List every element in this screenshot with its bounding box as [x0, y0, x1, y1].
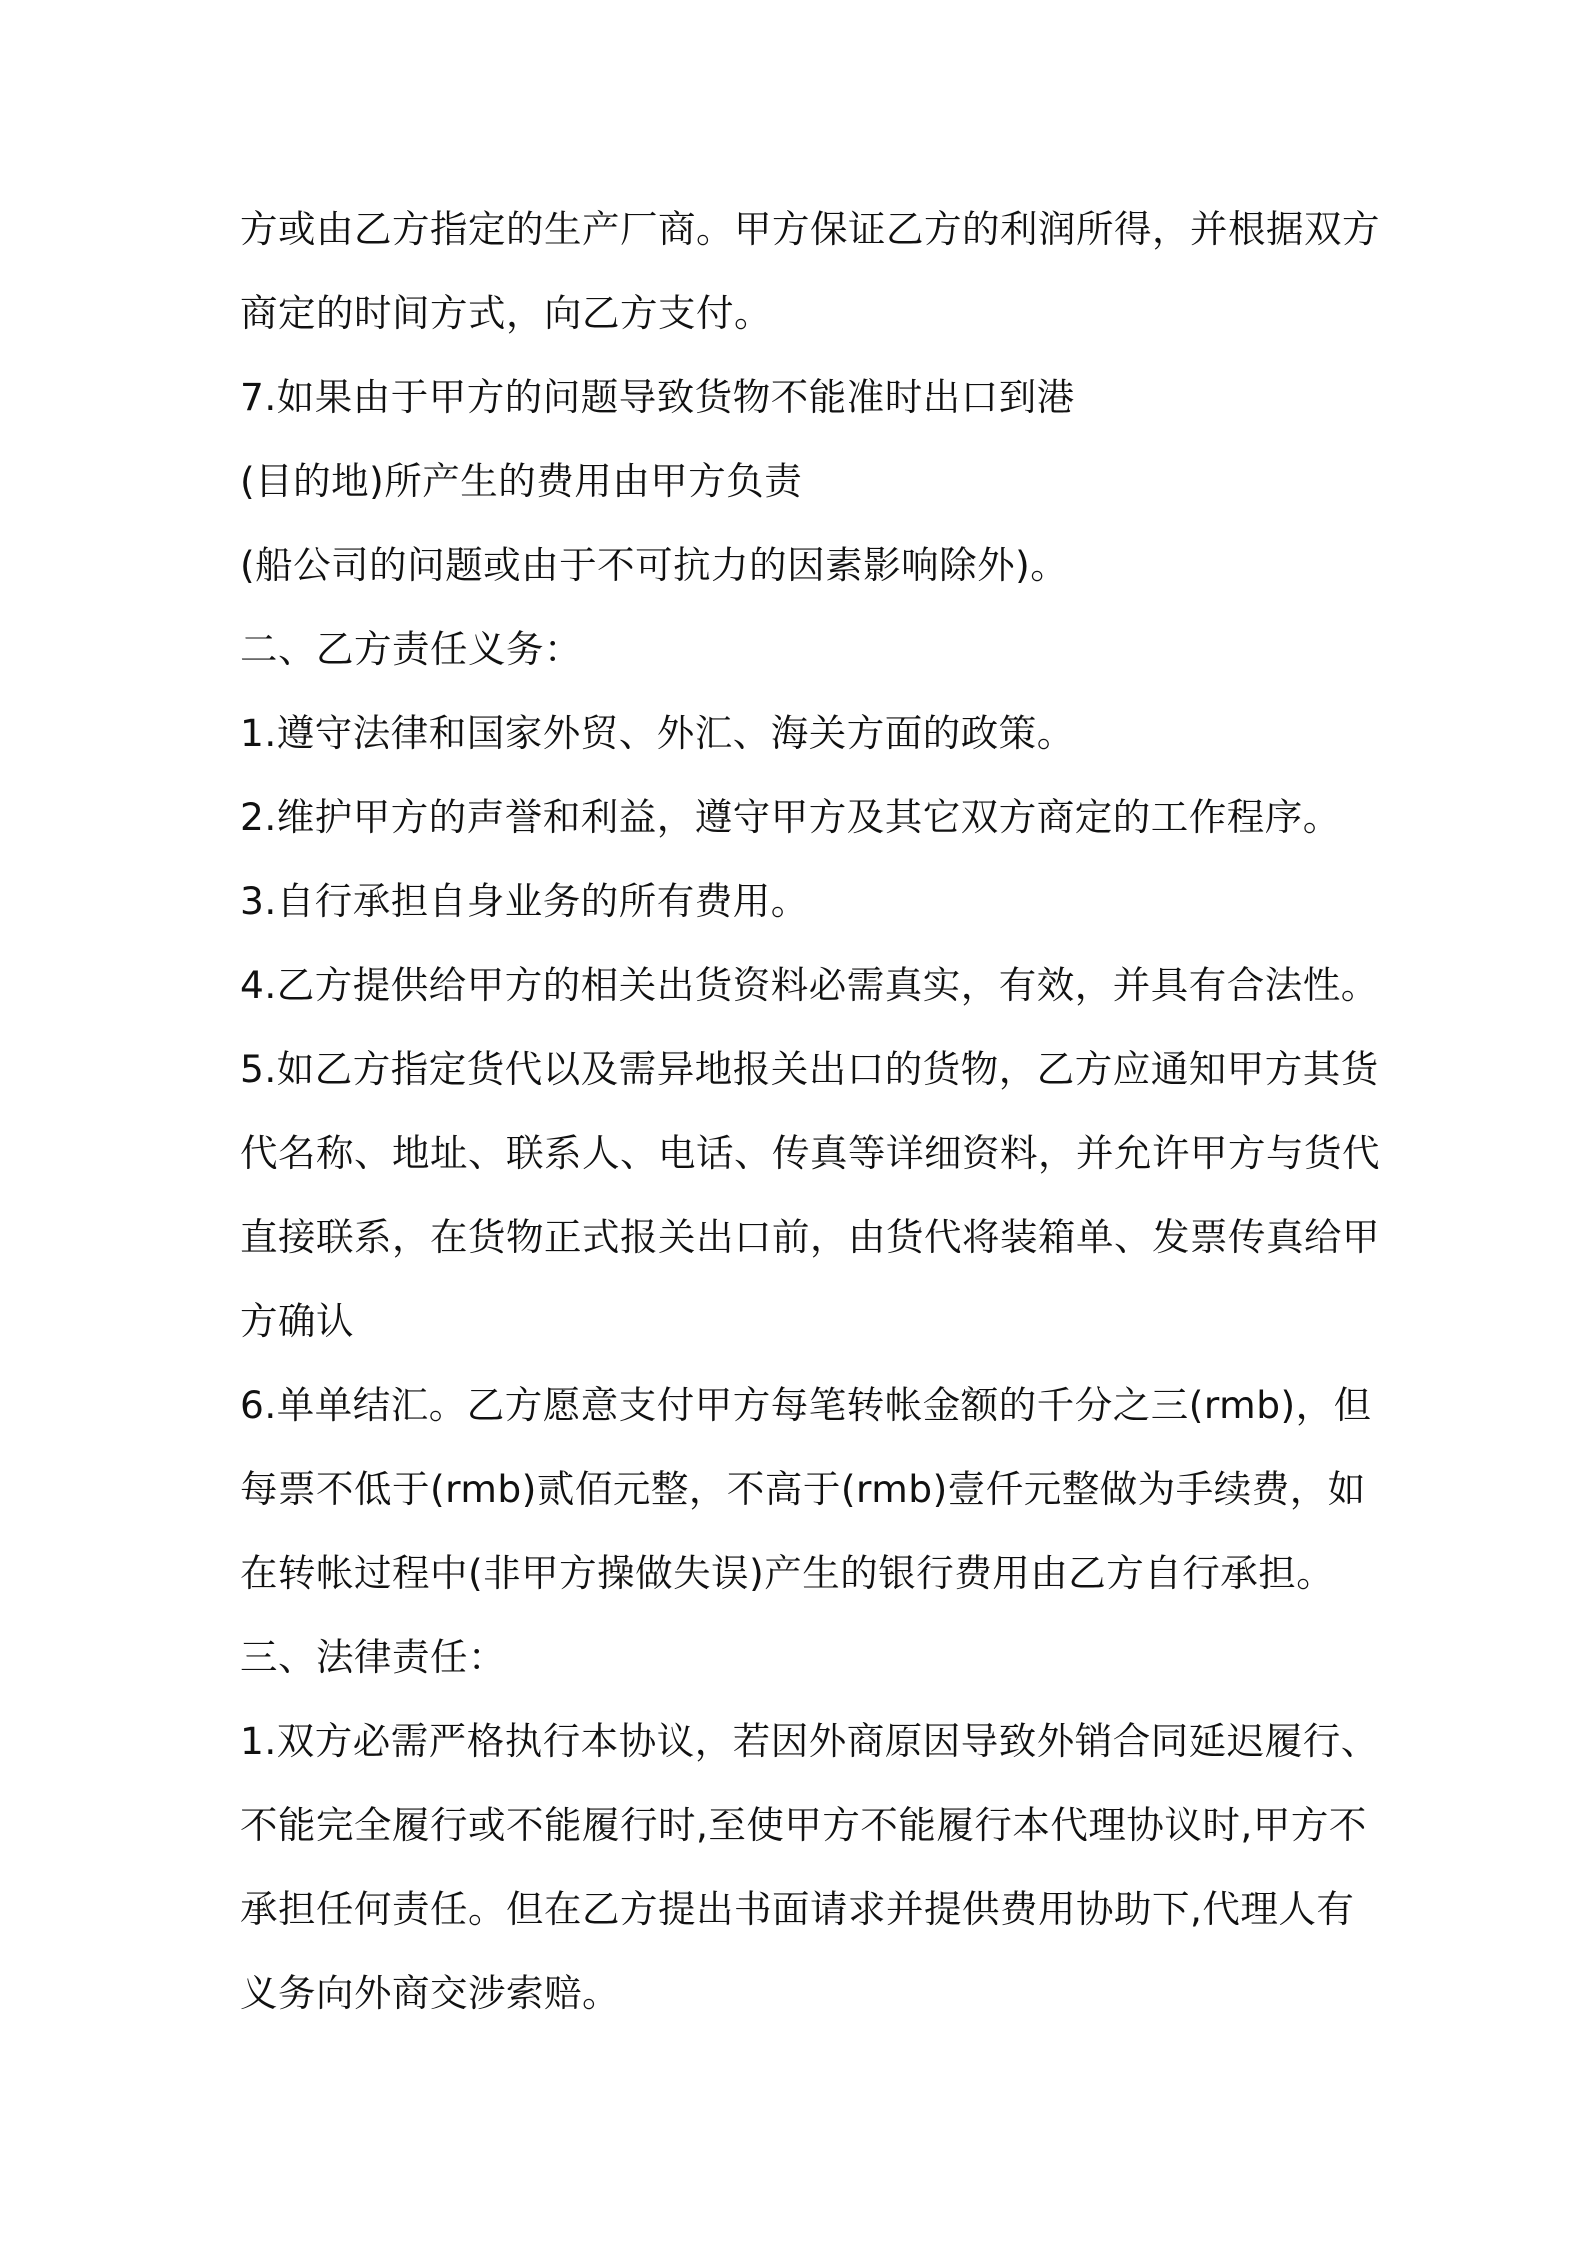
- text-line-10: 4.乙方提供给甲方的相关出货资料必需真实，有效，并具有合法性。: [240, 963, 1379, 1007]
- text-line-1: 方或由乙方指定的生产厂商。甲方保证乙方的利润所得，并根据双方: [240, 207, 1380, 251]
- text-line-3: 7.如果由于甲方的问题导致货物不能准时出口到港: [240, 375, 1075, 419]
- text-line-14: 方确认: [240, 1299, 354, 1343]
- text-line-8: 2.维护甲方的声誉和利益，遵守甲方及其它双方商定的工作程序。: [240, 795, 1341, 839]
- text-line-21: 承担任何责任。但在乙方提出书面请求并提供费用协助下,代理人有: [240, 1887, 1355, 1931]
- text-line-20: 不能完全履行或不能履行时,至使甲方不能履行本代理协议时,甲方不: [240, 1803, 1367, 1847]
- text-line-15: 6.单单结汇。乙方愿意支付甲方每笔转帐金额的千分之三(rmb)，但: [240, 1383, 1372, 1427]
- text-line-12: 代名称、地址、联系人、电话、传真等详细资料，并允许甲方与货代: [240, 1131, 1380, 1175]
- text-line-16: 每票不低于(rmb)贰佰元整，不高于(rmb)壹仟元整做为手续费，如: [240, 1467, 1366, 1511]
- document-body: [240, 197, 1380, 2045]
- text-line-17: 在转帐过程中(非甲方操做失误)产生的银行费用由乙方自行承担。: [240, 1551, 1335, 1595]
- section-heading-2: 二、乙方责任义务：: [240, 627, 582, 671]
- text-line-2: 商定的时间方式，向乙方支付。: [240, 291, 772, 335]
- text-line-22: 义务向外商交涉索赔。: [240, 1971, 620, 2015]
- text-line-19: 1.双方必需严格执行本协议，若因外商原因导致外销合同延迟履行、: [240, 1719, 1379, 1763]
- text-line-11: 5.如乙方指定货代以及需异地报关出口的货物，乙方应通知甲方其货: [240, 1047, 1379, 1091]
- section-heading-3: 三、法律责任：: [240, 1635, 506, 1679]
- text-line-13: 直接联系，在货物正式报关出口前，由货代将装箱单、发票传真给甲: [240, 1215, 1380, 1259]
- text-line-4: (目的地)所产生的费用由甲方负责: [240, 459, 803, 503]
- text-line-5: (船公司的问题或由于不可抗力的因素影响除外)。: [240, 543, 1069, 587]
- text-line-7: 1.遵守法律和国家外贸、外汇、海关方面的政策。: [240, 711, 1075, 755]
- text-line-9: 3.自行承担自身业务的所有费用。: [240, 879, 809, 923]
